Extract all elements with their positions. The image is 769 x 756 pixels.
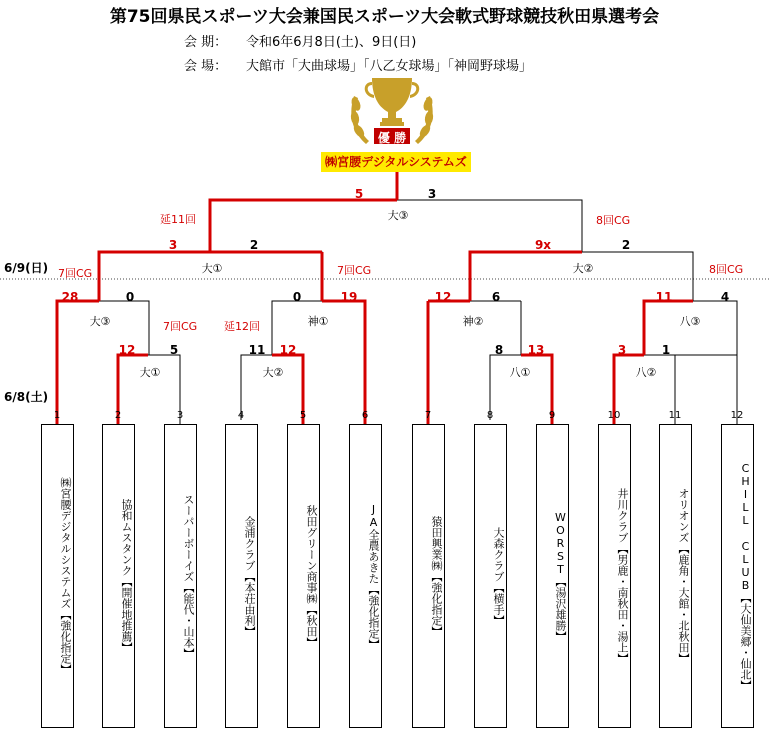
team-name: オリオンズ <box>677 488 690 543</box>
team-region: 【鹿角・大館・北秋田】 <box>677 543 690 664</box>
final-score-right: 3 <box>427 187 437 201</box>
qf4-score-left: 11 <box>655 290 673 304</box>
semi1-score-right: 2 <box>249 238 259 252</box>
qf1-note: 7回CG <box>163 320 198 333</box>
qf1-score-left: 28 <box>61 290 79 304</box>
team-name: CHILL CLUB <box>739 461 752 592</box>
r1c-score-right: 13 <box>527 343 545 357</box>
venue-label: 会 場： <box>184 59 228 74</box>
team-number: 7 <box>424 410 432 421</box>
team-name: JA全農あきた <box>367 502 380 584</box>
r1d-score-right: 1 <box>661 343 671 357</box>
semi2-venue: 大② <box>572 262 594 275</box>
qf1-venue: 大③ <box>89 315 111 328</box>
team-box-8 <box>474 424 507 728</box>
team-name: 猿田興業㈱ <box>430 515 443 571</box>
champion-name: ㈱宮腰デジタルシステムズ <box>321 152 471 172</box>
r1b-note: 延12回 <box>224 320 260 333</box>
qf3-score-right: 6 <box>491 290 501 304</box>
team-number: 8 <box>486 410 494 421</box>
trophy-label: 優 勝 <box>377 131 407 145</box>
date-label: 会 期： <box>184 35 228 50</box>
r1a-score-right: 5 <box>169 343 179 357</box>
team-name: 秋田グリーン商事㈱ <box>305 504 318 604</box>
team-box-7 <box>412 424 445 728</box>
team-box-10 <box>598 424 631 728</box>
semi2-score-right: 2 <box>621 238 631 252</box>
team-region: 【強化指定】 <box>367 583 380 650</box>
r1d-venue: 八② <box>635 366 657 379</box>
qf1-score-right: 0 <box>125 290 135 304</box>
team-number: 10 <box>607 410 621 421</box>
team-box-1 <box>41 424 74 728</box>
team-name: 協和ムスタンク <box>120 499 133 576</box>
team-region: 【開催地推薦】 <box>120 576 133 653</box>
team-region: 【強化指定】 <box>430 570 443 637</box>
team-box-12 <box>721 424 754 728</box>
team-region: 【本荘由利】 <box>243 570 256 637</box>
team-region: 【大仙美郷・仙北】 <box>739 591 752 691</box>
team-name: 大森クラブ <box>492 526 505 582</box>
team-number: 4 <box>237 410 245 421</box>
team-region: 【能代・山本】 <box>182 581 195 659</box>
semi1-venue: 大① <box>201 262 223 275</box>
semi-note-center: 7回CG <box>337 264 372 277</box>
qf2-venue: 神① <box>307 315 329 328</box>
final-score-left: 5 <box>354 187 364 201</box>
team-box-3 <box>164 424 197 728</box>
team-box-11 <box>659 424 692 728</box>
team-region: 【湯沢雄勝】 <box>554 575 567 642</box>
r1c-score-left: 8 <box>494 343 504 357</box>
team-number: 12 <box>730 410 744 421</box>
team-name: ㈱宮腰デジタルシステムズ <box>59 477 72 609</box>
qf4-venue: 八③ <box>679 315 701 328</box>
page-title: 第75回県民スポーツ大会兼国民スポーツ大会軟式野球競技秋田県選考会 <box>109 7 660 27</box>
team-name: スーパーボーイズ <box>182 493 195 582</box>
r1b-score-right: 12 <box>279 343 297 357</box>
team-region: 【男鹿・南秋田・湯上】 <box>616 543 629 664</box>
team-region: 【横手】 <box>492 581 505 626</box>
semi2-score-left: 9x <box>534 238 552 252</box>
team-name: 金浦クラブ <box>243 515 256 571</box>
qf4-score-right: 4 <box>720 290 730 304</box>
team-box-4 <box>225 424 258 728</box>
team-number: 3 <box>176 410 184 421</box>
r1a-venue: 大① <box>139 366 161 379</box>
team-number: 11 <box>668 410 682 421</box>
team-number: 6 <box>361 410 369 421</box>
team-name: 井川クラブ <box>616 488 629 543</box>
r1b-venue: 大② <box>262 366 284 379</box>
team-number: 9 <box>548 410 556 421</box>
team-name: WORST <box>554 510 567 576</box>
final-note-left: 延11回 <box>160 213 196 226</box>
r1c-venue: 八① <box>509 366 531 379</box>
qf2-score-left: 0 <box>292 290 302 304</box>
semi1-score-left: 3 <box>168 238 178 252</box>
team-number: 1 <box>53 410 61 421</box>
final-note-right: 8回CG <box>596 214 631 227</box>
qf3-venue: 神② <box>462 315 484 328</box>
r1d-score-left: 3 <box>617 343 627 357</box>
semi1-note: 7回CG <box>58 267 93 280</box>
r1b-score-left: 11 <box>248 343 266 357</box>
date-value: 令和6年6月8日(土)、9日(日) <box>246 35 417 50</box>
r1a-score-left: 12 <box>118 343 136 357</box>
team-number: 2 <box>114 410 122 421</box>
team-box-2 <box>102 424 135 728</box>
team-number: 5 <box>299 410 307 421</box>
team-box-6 <box>349 424 382 728</box>
team-box-9 <box>536 424 569 728</box>
qf2-score-right: 19 <box>340 290 358 304</box>
semi2-note: 8回CG <box>709 263 744 276</box>
venue-value: 大館市「大曲球場」「八乙女球場」「神岡野球場」 <box>246 59 533 74</box>
team-box-5 <box>287 424 320 728</box>
team-region: 【強化指定】 <box>59 609 72 675</box>
team-region: 【秋田】 <box>305 603 318 648</box>
day-label-day1: 6/8(土) <box>4 390 49 404</box>
day-label-day2: 6/9(日) <box>4 261 49 275</box>
qf3-score-left: 12 <box>434 290 452 304</box>
final-venue: 大③ <box>387 209 409 222</box>
